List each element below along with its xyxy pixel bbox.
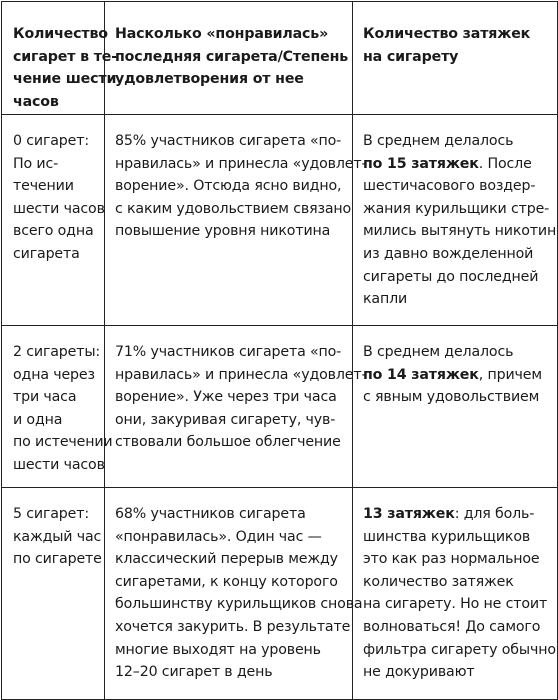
cell-cigarette-count	[2, 488, 105, 700]
cell-line: 5 сигарет:	[13, 506, 89, 522]
cell-line: из давно вожделенной	[363, 245, 534, 262]
header-puffs	[353, 2, 558, 115]
table-row	[2, 488, 558, 700]
cell-text: , причем	[478, 366, 542, 383]
cell-text: : для боль-	[454, 506, 535, 522]
cell-line: нравилась» и принесла «удовлет-	[115, 366, 367, 383]
cell-line: большинству курильщиков снова	[115, 596, 363, 613]
cell-line: капли	[363, 291, 408, 308]
cell-line: классический перерыв между	[115, 551, 338, 568]
header-satisfaction-line: Насколько «понравилась»	[115, 26, 329, 42]
cell-line	[363, 153, 547, 176]
table-row	[2, 115, 558, 326]
header-satisfaction	[105, 2, 353, 115]
cell-line: хочется закурить. В результате	[115, 618, 351, 635]
cell-line: одна через	[13, 366, 95, 383]
cell-line: волноваться! До самого	[363, 618, 541, 635]
cell-satisfaction	[105, 115, 367, 326]
cell-line: фильтра сигарету обычно	[363, 641, 556, 658]
cell-line: три часа	[13, 389, 77, 406]
puff-count-highlight: 13 затяжек	[363, 506, 455, 522]
cell-line: ствовали большое облегчение	[115, 434, 341, 451]
cell-puffs	[353, 488, 558, 700]
cell-line: не докуривают	[363, 664, 475, 681]
cell-line: 71% участников сигарета «по-	[115, 344, 342, 360]
header-cigarette-count-line: чение шести	[13, 71, 117, 88]
cell-line: сигарета	[13, 245, 80, 262]
cell-line: и одна	[13, 411, 63, 428]
cell-line: сигаретами, к концу которого	[115, 573, 338, 590]
header-satisfaction-line: удовлетворения от нее	[115, 71, 304, 88]
cell-line: 12–20 сигарет в день	[115, 664, 273, 681]
header-satisfaction-line: последняя сигарета/Степень	[115, 48, 349, 65]
puff-count-highlight: по 15 затяжек	[363, 155, 479, 172]
cell-line: По ис-	[13, 155, 59, 172]
cell-puffs	[353, 326, 558, 488]
table-header-row	[2, 2, 558, 115]
cell-line: с каким удовольствием связано	[115, 200, 352, 217]
cell-line	[363, 503, 547, 526]
puff-count-highlight: по 14 затяжек	[363, 366, 479, 383]
cell-satisfaction	[105, 326, 367, 488]
cell-puffs	[353, 115, 558, 326]
header-cigarette-count-line: Количество	[13, 26, 108, 42]
cell-line: количество затяжек	[363, 573, 514, 590]
cell-line: ворение». Уже через три часа	[115, 389, 337, 406]
cell-line: шести часов	[13, 456, 105, 473]
smoking-comparison-table	[1, 1, 558, 700]
table-row	[2, 326, 558, 488]
cell-line: многие выходят на уровень	[115, 641, 321, 658]
cell-line: шинства курильщиков	[363, 528, 531, 545]
cell-cigarette-count	[2, 326, 113, 488]
cell-line	[363, 364, 547, 387]
cell-line: это как раз нормальное	[363, 551, 540, 568]
cell-line: шести часов	[13, 200, 105, 217]
header-puffs-line: на сигарету	[363, 48, 459, 65]
cell-line: мились вытянуть никотин	[363, 223, 557, 240]
header-cigarette-count	[2, 2, 117, 115]
cell-line: течении	[13, 178, 74, 195]
cell-line: на сигарету. Но не стоит	[363, 596, 548, 613]
cell-line: всего одна	[13, 223, 94, 240]
cell-line: шестичасового воздер-	[363, 178, 536, 195]
cell-line: повышение уровня никотина	[115, 223, 331, 240]
cell-line: жания курильщики стре-	[363, 200, 550, 217]
cell-line: с явным удовольствием	[363, 389, 540, 406]
cell-line: сигареты до последней	[363, 268, 539, 285]
cell-satisfaction	[105, 488, 363, 700]
cell-line: каждый час	[13, 528, 102, 545]
cell-line: 68% участников сигарета	[115, 506, 306, 522]
cell-line: 0 сигарет:	[13, 133, 89, 149]
cell-line: они, закуривая сигарету, чув-	[115, 411, 336, 428]
cell-line: по истечении	[13, 434, 113, 451]
cell-text: . После	[478, 155, 532, 172]
cell-cigarette-count	[2, 115, 105, 326]
header-cigarette-count-line: сигарет в те-	[13, 48, 117, 65]
cell-line: «понравилась». Один час —	[115, 528, 322, 545]
cell-line: В среднем делалось	[363, 344, 514, 360]
cell-line: нравилась» и принесла «удовлет-	[115, 155, 367, 172]
header-cigarette-count-line: часов	[13, 93, 59, 110]
header-puffs-line: Количество затяжек	[363, 26, 531, 42]
cell-line: 85% участников сигарета «по-	[115, 133, 342, 149]
cell-line: по сигарете	[13, 551, 102, 568]
cell-line: ворение». Отсюда ясно видно,	[115, 178, 342, 195]
cell-line: 2 сигареты:	[13, 344, 101, 360]
cell-line: В среднем делалось	[363, 133, 514, 149]
